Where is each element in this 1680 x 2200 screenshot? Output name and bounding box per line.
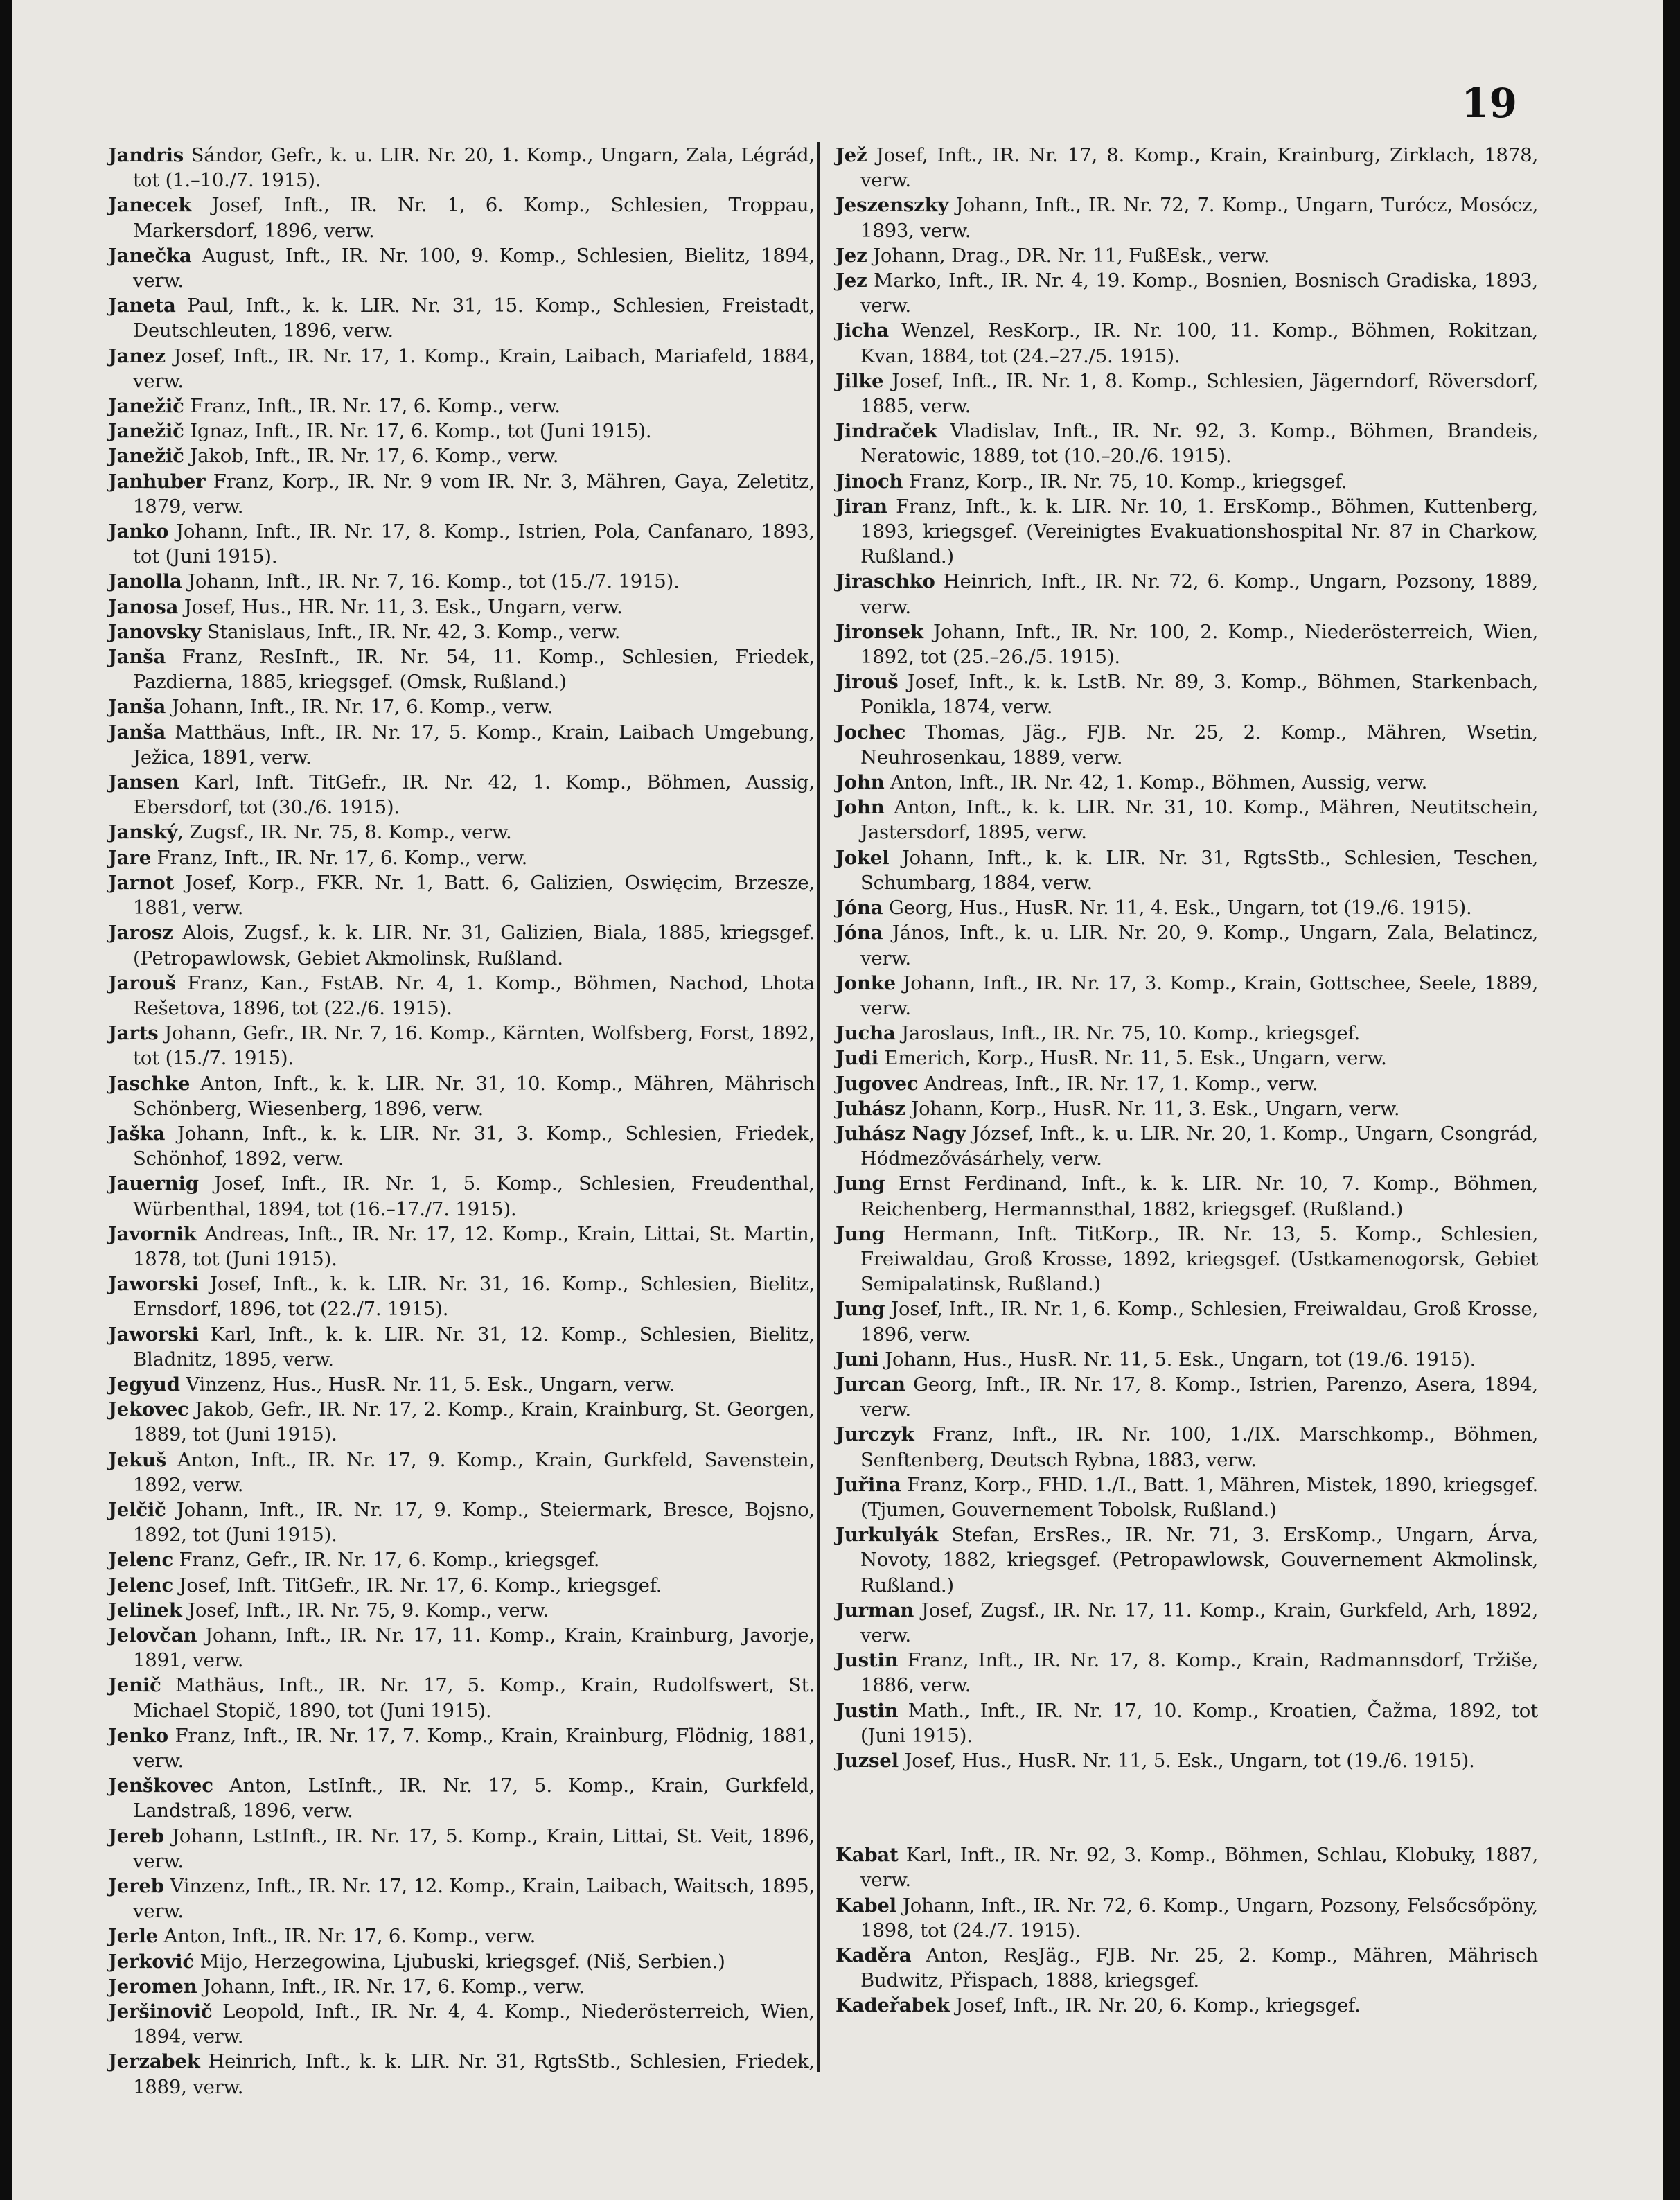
entry-details: Matthäus, Inft., IR. Nr. 17, 5. Komp., Krain, Laibach Umgebung, Ježica, 1891, verw. [133,721,815,768]
list-item [835,1943,1538,1993]
entry-details: Vladislav, Inft., IR. Nr. 92, 3. Komp., Böhmen, Brandeis, Neratowic, 1889, tot (10.–20./6. 1915). [860,420,1538,468]
entry-details: Franz, Inft., IR. Nr. 17, 7. Komp., Krain, Krainburg, Flödnig, 1881, verw. [133,1724,815,1772]
list-item [835,1598,1538,1648]
entry-details: Josef, Korp., FKR. Nr. 1, Batt. 6, Galizien, Oswięcim, Brzesze, 1881, verw. [133,871,815,919]
entry-details: Franz, Gefr., IR. Nr. 17, 6. Komp., kriegsgef. [173,1549,600,1572]
entry-details: Johann, Inft., IR. Nr. 100, 2. Komp., Niederösterreich, Wien, 1892, tot (25.–26./5. 1915). [860,620,1538,669]
list-item [108,143,815,193]
entry-details: Math., Inft., IR. Nr. 17, 10. Komp., Kroatien, Čažma, 1892, tot (Juni 1915). [860,1699,1538,1747]
entry-surname: Jenko [108,1724,168,1747]
entry-surname: Janský [108,821,178,844]
entry-details: Anton, Inft., k. k. LIR. Nr. 31, 10. Komp., Mähren, Mährisch Schönberg, Wiesenberg, 1896, verw. [133,1072,815,1120]
column-divider [817,142,820,2072]
list-item [108,1497,815,1547]
list-item [835,1748,1538,1773]
entry-surname: Jung [835,1222,885,1245]
entry-surname: Jelenc [108,1549,173,1572]
entry-surname: Jerle [108,1925,158,1948]
list-item [108,519,815,569]
list-item [108,1623,815,1673]
entry-details: Josef, Inft., k. k. LstB. Nr. 89, 3. Komp., Böhmen, Starkenbach, Ponikla, 1874, verw. [860,671,1538,719]
entry-details: Jaroslaus, Inft., IR. Nr. 75, 10. Komp., kriegsgef. [895,1022,1361,1045]
entry-details: Wenzel, ResKorp., IR. Nr. 100, 11. Komp., Böhmen, Rokitzan, Kvan, 1884, tot (24.–27./5. 1915). [860,319,1538,367]
entry-details: Thomas, Jäg., FJB. Nr. 25, 2. Komp., Mähren, Wsetin, Neuhrosenkau, 1889, verw. [860,721,1538,768]
list-item [835,419,1538,468]
list-item [108,1999,815,2049]
list-item [108,870,815,920]
entry-surname: Jandris [108,144,184,166]
entry-surname: Javornik [108,1222,197,1245]
entry-surname: Kabat [835,1844,899,1867]
entry-surname: Jurkulyák [835,1524,939,1547]
entry-details: Ernst Ferdinand, Inft., k. k. LIR. Nr. 10, 7. Komp., Böhmen, Reichenberg, Hermannsthal, 1882, kriegsgef. (Rußland.) [860,1172,1538,1220]
entry-surname: Jaworski [108,1273,199,1296]
list-item [108,720,815,770]
entry-surname: Jurcan [835,1373,905,1396]
entry-surname: Jenškovec [108,1775,213,1797]
entry-surname: Jelinek [108,1599,182,1621]
entry-details: Vinzenz, Inft., IR. Nr. 17, 12. Komp., Krain, Laibach, Waitsch, 1895, verw. [133,1875,815,1923]
entry-details: Anton, ResJäg., FJB. Nr. 25, 2. Komp., Mähren, Mährisch Budwitz, Přispach, 1888, kriegsgef. [860,1944,1538,1992]
entry-details: Johann, Inft., k. k. LIR. Nr. 31, RgtsStb., Schlesien, Teschen, Schumbarg, 1884, verw. [860,846,1538,894]
entry-details: Franz, Korp., IR. Nr. 9 vom IR. Nr. 3, Mähren, Gaya, Zeletitz, 1879, verw. [133,470,815,518]
entry-details: Johann, Inft., IR. Nr. 17, 3. Komp., Krain, Gottschee, Seele, 1889, verw. [860,971,1538,1019]
entry-surname: Jaška [108,1122,166,1145]
entry-surname: Jurman [835,1599,914,1621]
list-item [108,1271,815,1321]
entry-surname: Kadeřabek [835,1994,950,2017]
list-item [108,1372,815,1397]
entry-surname: Jilke [835,369,884,392]
entry-details: Vinzenz, Hus., HusR. Nr. 11, 5. Esk., Ungarn, verw. [179,1373,675,1396]
list-item [835,619,1538,669]
entry-details: Anton, Inft., IR. Nr. 17, 9. Komp., Krain, Gurkfeld, Savenstein, 1892, verw. [133,1448,815,1496]
list-item [108,469,815,519]
list-item [835,669,1538,719]
entry-surname: Jauernig [108,1172,199,1195]
entry-details: Johann, Inft., IR. Nr. 7, 16. Komp., tot (15./7. 1915). [182,570,680,593]
entry-surname: Jarnot [108,871,175,894]
list-item [835,1893,1538,1943]
list-item [108,1071,815,1121]
entry-surname: Jeszenszky [835,194,949,217]
entry-details: Franz, Inft., IR. Nr. 17, 6. Komp., verw. [184,395,560,418]
entry-surname: Judi [835,1047,878,1070]
entry-details: Johann, LstInft., IR. Nr. 17, 5. Komp., Krain, Littai, St. Veit, 1896, verw. [133,1824,815,1872]
entry-details: Anton, Inft., IR. Nr. 17, 6. Komp., verw. [157,1925,536,1948]
entry-details: Franz, Kan., FstAB. Nr. 4, 1. Komp., Böhmen, Nachod, Lhota Rešetova, 1896, tot (22./6. 1915). [133,971,815,1019]
entry-surname: Jóna [835,922,883,944]
entry-details: Hermann, Inft. TitKorp., IR. Nr. 13, 5. Komp., Schlesien, Freiwaldau, Groß Krosse, 1892, kriegsgef. (Ustkamenogorsk, Gebiet Semipalatinsk, Rußland.) [860,1222,1538,1296]
entry-details: , Zugsf., IR. Nr. 75, 8. Komp., verw. [177,821,512,844]
entry-surname: Janez [108,344,166,367]
entry-surname: Jung [835,1298,885,1321]
list-item [108,1773,815,1823]
entry-surname: Jucha [835,1022,896,1045]
entry-details: Andreas, Inft., IR. Nr. 17, 1. Komp., verw. [918,1072,1318,1095]
entry-surname: Janša [108,646,166,669]
list-item [108,1874,815,1924]
entry-details: Mijo, Herzegowina, Ljubuski, kriegsgef. (Niš, Serbien.) [193,1950,725,1973]
list-item [108,1949,815,1974]
list-item [108,1222,815,1271]
entry-details: Karl, Inft. TitGefr., IR. Nr. 42, 1. Komp., Böhmen, Aussig, Ebersdorf, tot (30./6. 1915). [133,771,815,819]
list-item [835,193,1538,243]
entry-surname: Jansen [108,771,179,794]
entry-details: Heinrich, Inft., k. k. LIR. Nr. 31, RgtsStb., Schlesien, Friedek, 1889, verw. [133,2050,815,2098]
entry-details: Josef, Inft., IR. Nr. 20, 6. Komp., kriegsgef. [949,1994,1361,2017]
entry-surname: Juhász [835,1097,905,1120]
entry-surname: Jaschke [108,1072,191,1095]
list-item [835,494,1538,570]
list-item [108,619,815,644]
list-item [835,845,1538,895]
list-item [835,1046,1538,1071]
entry-details: Johann, Drag., DR. Nr. 11, FußEsk., verw. [867,244,1270,267]
list-item [835,1121,1538,1171]
entry-details: Josef, Hus., HusR. Nr. 11, 5. Esk., Ungarn, tot (19./6. 1915). [898,1750,1475,1772]
page-number: 19 [1461,80,1517,127]
entry-surname: Jicha [835,319,890,342]
entry-surname: Jokel [835,846,890,869]
entry-details: Josef, Inft., IR. Nr. 1, 6. Komp., Schlesien, Troppau, Markersdorf, 1896, verw. [133,194,815,242]
list-item [108,1397,815,1447]
entry-details: János, Inft., k. u. LIR. Nr. 20, 9. Komp., Ungarn, Zala, Belatincz, verw. [860,922,1538,969]
list-item [835,1171,1538,1221]
list-item [108,1021,815,1071]
list-item [835,1071,1538,1096]
entry-details: Johann, Inft., IR. Nr. 17, 9. Komp., Steiermark, Bresce, Bojsno, 1892, tot (Juni 1915). [133,1498,815,1547]
entry-surname: Jochec [835,721,906,743]
list-item [108,443,815,468]
list-item [835,1021,1538,1046]
list-item [835,770,1538,795]
entry-surname: Juhász Nagy [835,1122,966,1145]
entry-details: Anton, Inft., IR. Nr. 42, 1. Komp., Böhmen, Aussig, verw. [884,771,1428,794]
entry-details: Franz, ResInft., IR. Nr. 54, 11. Komp., Schlesien, Friedek, Pazdierna, 1885, kriegsgef. (Omsk, Rußland.) [133,646,815,694]
list-item [835,920,1538,970]
list-item [108,344,815,394]
list-item [108,193,815,243]
list-item [108,1322,815,1372]
list-item [835,469,1538,494]
entry-surname: Jugovec [835,1072,919,1095]
entry-details: Josef, Inft., IR. Nr. 17, 8. Komp., Krain, Krainburg, Zirklach, 1878, verw. [860,144,1538,192]
entry-surname: Janeta [108,294,176,317]
entry-details: Josef, Inft., IR. Nr. 1, 8. Komp., Schlesien, Jägerndorf, Röversdorf, 1885, verw. [860,369,1538,418]
entry-surname: Janežič [108,395,184,418]
entry-details: Heinrich, Inft., IR. Nr. 72, 6. Komp., Ungarn, Pozsony, 1889, verw. [860,570,1538,618]
list-item [108,1974,815,1999]
entry-surname: Kabel [835,1894,896,1917]
list-item [108,569,815,594]
list-item [108,293,815,343]
list-item [108,1447,815,1497]
entry-details: Sándor, Gefr., k. u. LIR. Nr. 20, 1. Komp., Ungarn, Zala, Légrád, tot (1.–10./7. 1915). [133,144,815,192]
list-item [108,1924,815,1948]
entry-details: August, Inft., IR. Nr. 100, 9. Komp., Schlesien, Bielitz, 1894, verw. [133,244,815,292]
entry-details: Anton, Inft., k. k. LIR. Nr. 31, 10. Komp., Mähren, Neutitschein, Jastersdorf, 1895, verw. [860,796,1538,844]
entry-surname: Justin [835,1699,899,1722]
list-item [108,971,815,1021]
list-item [835,1347,1538,1372]
list-item [108,243,815,293]
entry-details: Leopold, Inft., IR. Nr. 4, 4. Komp., Niederösterreich, Wien, 1894, verw. [133,2000,815,2048]
entry-details: Josef, Zugsf., IR. Nr. 17, 11. Komp., Krain, Gurkfeld, Arh, 1892, verw. [860,1599,1538,1646]
list-item [835,1698,1538,1748]
list-item [835,1522,1538,1598]
entry-surname: Jeršinovič [108,2000,213,2023]
list-item [108,1598,815,1623]
entry-details: Paul, Inft., k. k. LIR. Nr. 31, 15. Komp., Schlesien, Freistadt, Deutschleuten, 1896, verw. [133,294,815,342]
entry-surname: John [835,771,885,794]
section-gap [835,1773,1538,1842]
entry-details: Johann, Gefr., IR. Nr. 7, 16. Komp., Kärnten, Wolfsberg, Forst, 1892, tot (15./7. 1915). [133,1022,815,1070]
entry-surname: Janša [108,696,166,719]
entry-details: Johann, Inft., IR. Nr. 17, 11. Komp., Krain, Krainburg, Javorje, 1891, verw. [133,1623,815,1672]
entry-details: Alois, Zugsf., k. k. LIR. Nr. 31, Galizien, Biala, 1885, kriegsgef. (Petropawlowsk, Gebiet Akmolinsk, Rußland. [133,922,815,969]
entry-details: Jakob, Inft., IR. Nr. 17, 6. Komp., verw. [184,445,559,468]
entry-surname: Janolla [108,570,182,593]
entry-details: József, Inft., k. u. LIR. Nr. 20, 1. Komp., Ungarn, Csongrád, Hódmezővásárhely, verw. [860,1122,1538,1170]
entry-surname: Kaděra [835,1944,912,1967]
list-item [108,920,815,970]
list-item [108,1171,815,1221]
entry-details: Johann, Inft., IR. Nr. 17, 6. Komp., verw. [197,1975,585,1998]
list-item [835,268,1538,318]
left-column [108,143,815,2100]
entry-surname: Juzsel [835,1750,899,1772]
entry-surname: Jelenc [108,1574,173,1596]
entry-surname: Jonke [835,971,896,994]
entry-surname: Jenič [108,1674,161,1697]
list-item [108,1547,815,1572]
list-item [108,1121,815,1171]
entry-surname: Jelčič [108,1498,166,1521]
entry-surname: Jekovec [108,1398,189,1421]
entry-surname: Jiran [835,495,887,518]
entry-surname: John [835,796,885,819]
entry-surname: Janovsky [108,620,202,643]
entry-details: Josef, Hus., HR. Nr. 11, 3. Esk., Ungarn, verw. [178,595,623,618]
entry-details: Georg, Inft., IR. Nr. 17, 8. Komp., Istrien, Parenzo, Asera, 1894, verw. [860,1373,1538,1421]
entry-details: Anton, LstInft., IR. Nr. 17, 5. Komp., Krain, Gurkfeld, Landstraß, 1896, verw. [133,1775,815,1822]
list-item [835,795,1538,845]
list-item [108,394,815,419]
entry-details: Franz, Inft., IR. Nr. 17, 6. Komp., verw. [151,846,528,869]
entry-details: Emerich, Korp., HusR. Nr. 11, 5. Esk., Ungarn, verw. [878,1047,1387,1070]
right-column [835,143,1538,2018]
entry-surname: Jež [835,144,867,166]
list-item [835,1842,1538,1892]
entry-details: Georg, Hus., HusR. Nr. 11, 4. Esk., Ungarn, tot (19./6. 1915). [883,897,1472,919]
entry-surname: Janhuber [108,470,206,493]
entry-details: Franz, Inft., IR. Nr. 17, 8. Komp., Krain, Radmannsdorf, Tržiše, 1886, verw. [860,1649,1538,1697]
list-item [108,1573,815,1598]
entry-surname: Jurczyk [835,1423,914,1446]
entry-details: Franz, Korp., FHD. 1./I., Batt. 1, Mähren, Mistek, 1890, kriegsgef. (Tjumen, Gouvernement Tobolsk, Rußland.) [860,1473,1538,1521]
entry-surname: Janežič [108,445,184,468]
entry-surname: Jare [108,846,152,869]
entry-details: Andreas, Inft., IR. Nr. 17, 12. Komp., Krain, Littai, St. Martin, 1878, tot (Juni 1915). [133,1222,815,1270]
list-item [108,419,815,443]
entry-details: Franz, Korp., IR. Nr. 75, 10. Komp., kriegsgef. [903,470,1347,493]
entry-surname: Jeromen [108,1975,197,1998]
j-entries [835,143,1538,1773]
entry-details: Josef, Inft., IR. Nr. 1, 5. Komp., Schlesien, Freudenthal, Würbenthal, 1894, tot (16.–17./7. 1915). [133,1172,815,1220]
entry-details: Johann, Korp., HusR. Nr. 11, 3. Esk., Ungarn, verw. [905,1097,1400,1120]
list-item [835,318,1538,368]
list-item [108,644,815,694]
entry-details: Karl, Inft., IR. Nr. 92, 3. Komp., Böhmen, Schlau, Klobuky, 1887, verw. [860,1844,1538,1892]
list-item [108,2049,815,2099]
entry-surname: Jekuš [108,1448,167,1471]
list-item [835,569,1538,619]
entry-surname: Jarouš [108,971,176,994]
list-item [835,1648,1538,1698]
list-item [108,1824,815,1874]
entry-surname: Jelovčan [108,1623,197,1646]
list-item [835,143,1538,193]
entry-surname: Justin [835,1649,899,1672]
entry-surname: Jarts [108,1022,159,1045]
list-item [108,595,815,619]
entry-surname: Janša [108,721,166,743]
entry-details: Johann, Hus., HusR. Nr. 11, 5. Esk., Ungarn, tot (19./6. 1915). [878,1348,1476,1371]
entry-surname: Jez [835,270,867,292]
list-item [108,770,815,820]
entry-surname: Jindraček [835,420,937,443]
entry-details: Johann, Inft., IR. Nr. 72, 7. Komp., Ungarn, Turócz, Mosócz, 1893, verw. [860,194,1538,242]
list-item [835,895,1538,920]
entry-surname: Jereb [108,1824,164,1847]
entry-surname: Jerković [108,1950,194,1973]
entry-details: Johann, Inft., IR. Nr. 17, 6. Komp., verw. [166,696,554,719]
list-item [108,1723,815,1773]
list-item [835,1993,1538,2018]
list-item [835,1096,1538,1121]
entry-surname: Janecek [108,194,192,217]
entry-details: Josef, Inft. TitGefr., IR. Nr. 17, 6. Komp., kriegsgef. [173,1574,662,1596]
list-item [835,1296,1538,1346]
entry-surname: Janežič [108,420,184,443]
entry-details: Johann, Inft., IR. Nr. 72, 6. Komp., Ungarn, Pozsony, Felsőcsőpöny, 1898, tot (24./7. 1915). [860,1894,1538,1942]
list-item [108,1673,815,1723]
entry-surname: Janečka [108,244,192,267]
entry-details: Stefan, ErsRes., IR. Nr. 71, 3. ErsKomp., Ungarn, Árva, Novoty, 1882, kriegsgef. (Petropawlowsk, Gouvernement Akmolinsk, Rußland.) [860,1524,1538,1596]
entry-surname: Jirouš [835,671,899,694]
entry-surname: Janko [108,520,169,543]
list-item [835,1422,1538,1472]
list-item [835,1372,1538,1422]
entry-surname: Jarosz [108,922,173,944]
entry-surname: Jinoch [835,470,903,493]
entry-surname: Jironsek [835,620,923,643]
list-item [835,369,1538,419]
list-item [108,694,815,719]
entry-details: Franz, Inft., IR. Nr. 100, 1./IX. Marschkomp., Böhmen, Senftenberg, Deutsch Rybna, 1883, verw. [860,1423,1538,1471]
k-entries [835,1842,1538,2018]
entry-surname: Jiraschko [835,570,935,593]
entry-surname: Jez [835,244,867,267]
entry-details: Josef, Inft., IR. Nr. 1, 6. Komp., Schlesien, Freiwaldau, Groß Krosse, 1896, verw. [860,1298,1538,1346]
entry-details: Johann, Inft., IR. Nr. 17, 8. Komp., Istrien, Pola, Canfanaro, 1893, tot (Juni 1915). [133,520,815,568]
entry-surname: Juni [835,1348,879,1371]
list-item [108,845,815,870]
entry-surname: Juřina [835,1473,901,1496]
list-item [835,1472,1538,1522]
entry-details: Johann, Inft., k. k. LIR. Nr. 31, 3. Komp., Schlesien, Friedek, Schönhof, 1892, verw. [133,1122,815,1170]
entry-details: Mathäus, Inft., IR. Nr. 17, 5. Komp., Krain, Rudolfswert, St. Michael Stopič, 1890, tot (Juni 1915). [133,1674,815,1722]
entry-surname: Jaworski [108,1323,199,1346]
entry-details: Jakob, Gefr., IR. Nr. 17, 2. Komp., Krain, Krainburg, St. Georgen, 1889, tot (Juni 1915). [133,1398,815,1446]
entry-surname: Jegyud [108,1373,180,1396]
entry-surname: Jerzabek [108,2050,200,2073]
entry-details: Franz, Inft., k. k. LIR. Nr. 10, 1. ErsKomp., Böhmen, Kuttenberg, 1893, kriegsgef. (Vereinigtes Evakuationshospital Nr. 87 in Charkow, Rußland.) [860,495,1538,568]
entry-surname: Jóna [835,897,883,919]
entry-details: Stanislaus, Inft., IR. Nr. 42, 3. Komp., verw. [201,620,621,643]
entry-surname: Janosa [108,595,179,618]
entry-surname: Jereb [108,1875,164,1898]
list-item [835,971,1538,1021]
list-item [835,720,1538,770]
list-item [835,243,1538,268]
entry-details: Josef, Inft., IR. Nr. 17, 1. Komp., Krain, Laibach, Mariafeld, 1884, verw. [133,344,815,392]
entry-details: Josef, Inft., k. k. LIR. Nr. 31, 16. Komp., Schlesien, Bielitz, Ernsdorf, 1896, tot (22./7. 1915). [133,1273,815,1321]
entry-details: Karl, Inft., k. k. LIR. Nr. 31, 12. Komp., Schlesien, Bielitz, Bladnitz, 1895, verw. [133,1323,815,1371]
entry-details: Ignaz, Inft., IR. Nr. 17, 6. Komp., tot (Juni 1915). [184,420,652,443]
entry-details: Marko, Inft., IR. Nr. 4, 19. Komp., Bosnien, Bosnisch Gradiska, 1893, verw. [860,270,1538,317]
list-item [835,1222,1538,1297]
scanned-page [12,0,1663,2200]
list-item [108,820,815,845]
entry-details: Josef, Inft., IR. Nr. 75, 9. Komp., verw. [182,1599,549,1621]
entry-surname: Jung [835,1172,885,1195]
